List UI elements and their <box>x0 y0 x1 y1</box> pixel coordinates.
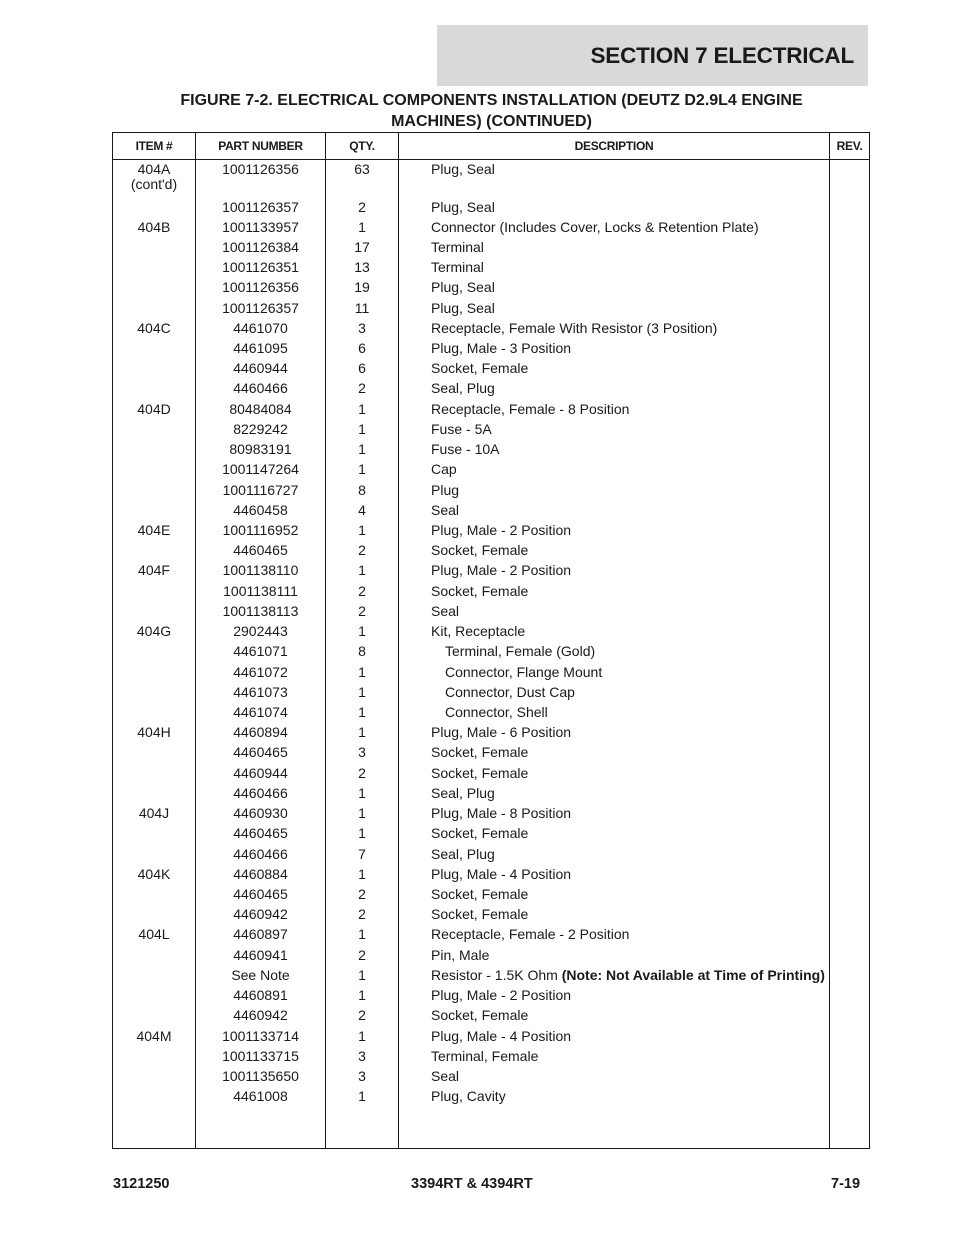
figure-title <box>113 90 870 132</box>
part-number-cell: 4460942 <box>233 1007 288 1024</box>
table-row <box>113 803 869 823</box>
table-row <box>113 480 869 500</box>
description-cell: Seal <box>431 501 460 518</box>
part-number-cell: 1001126357 <box>222 299 299 316</box>
qty-cell: 1 <box>358 420 366 437</box>
part-number-cell: 1001126357 <box>222 198 299 215</box>
part-number-cell: 1001133715 <box>222 1047 299 1064</box>
item-continuation: (cont'd) <box>130 176 178 192</box>
description-cell: Fuse - 10A <box>431 441 500 458</box>
part-number-cell: 4461008 <box>233 1088 288 1105</box>
part-number-cell: 4460465 <box>233 885 288 902</box>
qty-cell: 13 <box>354 259 370 276</box>
table-row <box>113 439 869 459</box>
item-cell: 404C <box>137 319 171 336</box>
part-number-cell: 4460465 <box>233 825 288 842</box>
header-rev: REV. <box>836 139 863 153</box>
description-cell: Seal, Plug <box>431 845 495 862</box>
qty-cell: 3 <box>358 319 366 336</box>
table-row <box>113 763 869 783</box>
part-number-cell: 1001116952 <box>222 522 299 539</box>
qty-cell: 11 <box>354 299 370 316</box>
part-number-cell: 4460942 <box>233 906 288 923</box>
qty-cell: 1 <box>358 1088 366 1105</box>
part-number-cell: 1001138113 <box>222 602 299 619</box>
table-row <box>113 540 869 560</box>
qty-cell: 63 <box>354 161 370 177</box>
table-row <box>113 581 869 601</box>
header-description: DESCRIPTION <box>574 139 654 153</box>
description-cell: Connector, Shell <box>445 704 548 720</box>
qty-cell: 4 <box>358 501 366 518</box>
qty-cell: 1 <box>358 461 366 478</box>
description-cell: Socket, Female <box>431 825 529 842</box>
qty-cell: 1 <box>358 825 366 842</box>
part-number-cell: 8229242 <box>233 420 288 437</box>
table-row <box>113 378 869 398</box>
qty-cell: 1 <box>358 683 366 700</box>
part-number-cell: 2902443 <box>233 623 288 640</box>
qty-cell: 1 <box>358 926 366 943</box>
description-cell: Pin, Male <box>431 946 490 963</box>
figure-title-line-2: MACHINES) (CONTINUED) <box>391 113 592 130</box>
table-row <box>113 419 869 439</box>
item-cell: 404B <box>137 218 171 235</box>
part-number-cell: 4461095 <box>233 340 288 357</box>
qty-cell: 1 <box>358 805 366 822</box>
part-number-cell: 4460458 <box>233 501 288 518</box>
qty-cell: 3 <box>358 1047 366 1064</box>
qty-cell: 1 <box>358 865 366 882</box>
description-cell: Socket, Female <box>431 764 529 781</box>
item-cell: 404E <box>137 522 171 539</box>
description-cell: Kit, Receptacle <box>431 623 526 640</box>
section-title: SECTION 7 ELECTRICAL <box>590 42 854 68</box>
part-number-cell: 1001126356 <box>222 161 299 177</box>
table-row <box>113 662 869 682</box>
item-cell: 404F <box>138 562 170 579</box>
description-cell: Plug, Male - 3 Position <box>431 340 572 357</box>
qty-cell: 8 <box>358 643 366 660</box>
part-number-cell: 4460944 <box>233 360 288 377</box>
table-row <box>113 641 869 661</box>
description-cell <box>431 965 825 985</box>
qty-cell: 2 <box>358 380 366 397</box>
part-number-cell: 4460466 <box>233 784 288 801</box>
part-number-cell: 4460466 <box>233 380 288 397</box>
description-cell: Seal <box>431 602 460 619</box>
part-number-cell: 1001133714 <box>222 1027 299 1044</box>
description-cell: Plug, Male - 6 Position <box>431 724 572 741</box>
description-cell: Connector (Includes Cover, Locks & Retention Plate) <box>431 218 759 235</box>
part-number-cell: 4460894 <box>233 724 288 741</box>
description-cell: Plug, Seal <box>431 161 495 177</box>
qty-cell: 1 <box>358 218 366 235</box>
header-part-number: PART NUMBER <box>218 139 303 153</box>
part-number-cell: 1001126356 <box>222 279 299 296</box>
qty-cell: 2 <box>358 885 366 902</box>
item-cell: 404D <box>137 400 171 417</box>
part-number-cell: 4460884 <box>233 865 288 882</box>
qty-cell: 3 <box>358 744 366 761</box>
part-number-cell: 1001135650 <box>222 1067 299 1084</box>
table-row <box>113 945 869 965</box>
section-banner <box>437 25 868 86</box>
part-number-cell: 4461073 <box>233 683 288 700</box>
description-cell: Terminal, Female <box>431 1047 539 1064</box>
qty-cell: 2 <box>358 1007 366 1024</box>
qty-cell: 1 <box>358 441 366 458</box>
item-cell: 404G <box>136 623 172 640</box>
table-row <box>113 318 869 338</box>
part-number-cell: 4460941 <box>233 946 288 963</box>
table-row <box>113 257 869 277</box>
part-number-cell: 1001116727 <box>222 481 299 498</box>
table-row <box>113 844 869 864</box>
table-row <box>113 277 869 297</box>
description-cell: Connector, Flange Mount <box>445 663 603 680</box>
footer-page-number: 7-19 <box>831 1176 861 1192</box>
description-cell: Socket, Female <box>431 1007 529 1024</box>
description-cell: Connector, Dust Cap <box>445 683 575 700</box>
item-cell: 404K <box>137 865 171 882</box>
description-cell: Socket, Female <box>431 360 529 377</box>
table-row <box>113 621 869 641</box>
description-cell: Receptacle, Female - 8 Position <box>431 400 630 417</box>
description-cell: Socket, Female <box>431 744 529 761</box>
table-row <box>113 1086 869 1106</box>
table-row <box>113 884 869 904</box>
table-row <box>113 500 869 520</box>
part-number-cell: 1001126384 <box>222 238 299 255</box>
header-item: ITEM # <box>135 139 173 153</box>
description-cell: Plug, Seal <box>431 299 495 316</box>
qty-cell: 1 <box>358 400 366 417</box>
part-number-cell: 4460897 <box>233 926 288 943</box>
table-row <box>113 823 869 843</box>
description-cell: Terminal <box>431 259 484 276</box>
table-row <box>113 399 869 419</box>
table-row <box>113 904 869 924</box>
part-number-cell: 4461074 <box>233 704 288 720</box>
item-cell: 404A <box>137 161 171 177</box>
table-row <box>113 1026 869 1046</box>
part-number-cell: 1001138110 <box>222 562 299 579</box>
qty-cell: 1 <box>358 522 366 539</box>
part-number-cell: 4460944 <box>233 764 288 781</box>
qty-cell: 6 <box>358 340 366 357</box>
table-row <box>113 601 869 621</box>
table-row <box>113 159 869 179</box>
qty-cell: 1 <box>358 987 366 1004</box>
description-cell: Plug, Male - 2 Position <box>431 987 572 1004</box>
part-number-cell: 4461071 <box>233 643 288 660</box>
table-row <box>113 985 869 1005</box>
qty-cell: 17 <box>354 238 370 255</box>
table-row <box>113 783 869 803</box>
table-row <box>113 965 869 985</box>
qty-cell: 1 <box>358 784 366 801</box>
part-number-cell: 1001147264 <box>222 461 299 478</box>
footer-model: 3394RT & 4394RT <box>411 1176 533 1192</box>
qty-cell: 2 <box>358 946 366 963</box>
table-row <box>113 702 869 722</box>
description-cell: Socket, Female <box>431 885 529 902</box>
description-cell: Seal <box>431 1067 460 1084</box>
description-cell: Fuse - 5A <box>431 420 492 437</box>
table-row <box>113 197 869 217</box>
table-row <box>113 520 869 540</box>
qty-cell: 2 <box>358 542 366 559</box>
qty-cell: 2 <box>358 582 366 599</box>
table-row <box>113 924 869 944</box>
qty-cell: 2 <box>358 602 366 619</box>
parts-table <box>112 132 870 1149</box>
part-number-cell: 4460930 <box>233 805 288 822</box>
qty-cell: 2 <box>358 764 366 781</box>
table-row <box>113 722 869 742</box>
table-row <box>113 237 869 257</box>
description-cell: Plug, Male - 4 Position <box>431 1027 572 1044</box>
header-qty: QTY. <box>349 139 375 153</box>
table-row <box>113 217 869 237</box>
table-row <box>113 338 869 358</box>
qty-cell: 1 <box>358 966 366 983</box>
table-row <box>113 459 869 479</box>
description-cell: Receptacle, Female With Resistor (3 Position) <box>431 319 718 336</box>
table-row <box>113 1005 869 1025</box>
part-number-cell: 80484084 <box>229 400 292 417</box>
table-row <box>113 560 869 580</box>
qty-cell: 3 <box>358 1067 366 1084</box>
footer-pub-number: 3121250 <box>113 1176 170 1192</box>
table-row <box>113 1066 869 1086</box>
qty-cell: 1 <box>358 704 366 720</box>
description-cell: Plug, Male - 2 Position <box>431 562 572 579</box>
description-cell: Terminal <box>431 238 484 255</box>
description-cell: Terminal, Female (Gold) <box>445 643 596 660</box>
availability-note: (Note: Not Available at Time of Printing) <box>561 966 825 983</box>
qty-cell: 19 <box>354 279 370 296</box>
figure-title-line-1: FIGURE 7-2. ELECTRICAL COMPONENTS INSTALLATION (DEUTZ D2.9L4 ENGINE <box>180 92 803 109</box>
qty-cell: 2 <box>358 906 366 923</box>
table-row <box>113 682 869 702</box>
part-number-cell: 4461070 <box>233 319 288 336</box>
part-number-cell: 1001133957 <box>222 218 299 235</box>
qty-cell: 1 <box>358 724 366 741</box>
part-number-cell: 4460891 <box>233 987 288 1004</box>
description-cell: Socket, Female <box>431 582 529 599</box>
item-cell: 404J <box>138 805 170 822</box>
description-cell: Plug, Male - 8 Position <box>431 805 572 822</box>
qty-cell: 1 <box>358 1027 366 1044</box>
description-cell: Socket, Female <box>431 542 529 559</box>
part-number-cell: 4460465 <box>233 542 288 559</box>
description-cell: Plug, Seal <box>431 198 495 215</box>
part-number-cell: 1001126351 <box>222 259 299 276</box>
table-row <box>113 1046 869 1066</box>
description-cell: Cap <box>431 461 457 478</box>
qty-cell: 2 <box>358 198 366 215</box>
part-number-cell: 4460466 <box>233 845 288 862</box>
qty-cell: 6 <box>358 360 366 377</box>
part-number-cell: 80983191 <box>229 441 292 458</box>
qty-cell: 1 <box>358 623 366 640</box>
part-number-cell: See Note <box>231 966 290 983</box>
description-text: Resistor - 1.5K Ohm <box>431 966 562 983</box>
item-cell: 404M <box>136 1027 172 1044</box>
item-cell: 404L <box>138 926 170 943</box>
description-cell: Plug, Seal <box>431 279 495 296</box>
part-number-cell: 4461072 <box>233 663 288 680</box>
description-cell: Seal, Plug <box>431 784 495 801</box>
description-cell: Receptacle, Female - 2 Position <box>431 926 630 943</box>
qty-cell: 7 <box>358 845 366 862</box>
table-row <box>113 358 869 378</box>
table-row <box>113 742 869 762</box>
description-cell: Socket, Female <box>431 906 529 923</box>
part-number-cell: 1001138111 <box>223 582 298 599</box>
qty-cell: 1 <box>358 562 366 579</box>
description-cell: Plug, Cavity <box>431 1088 506 1105</box>
item-cell: 404H <box>137 724 171 741</box>
part-number-cell: 4460465 <box>233 744 288 761</box>
qty-cell: 1 <box>358 663 366 680</box>
table-row <box>113 298 869 318</box>
description-cell: Plug, Male - 2 Position <box>431 522 572 539</box>
qty-cell: 8 <box>358 481 366 498</box>
description-cell: Plug <box>431 481 460 498</box>
description-cell: Plug, Male - 4 Position <box>431 865 572 882</box>
table-row <box>113 864 869 884</box>
description-cell: Seal, Plug <box>431 380 495 397</box>
